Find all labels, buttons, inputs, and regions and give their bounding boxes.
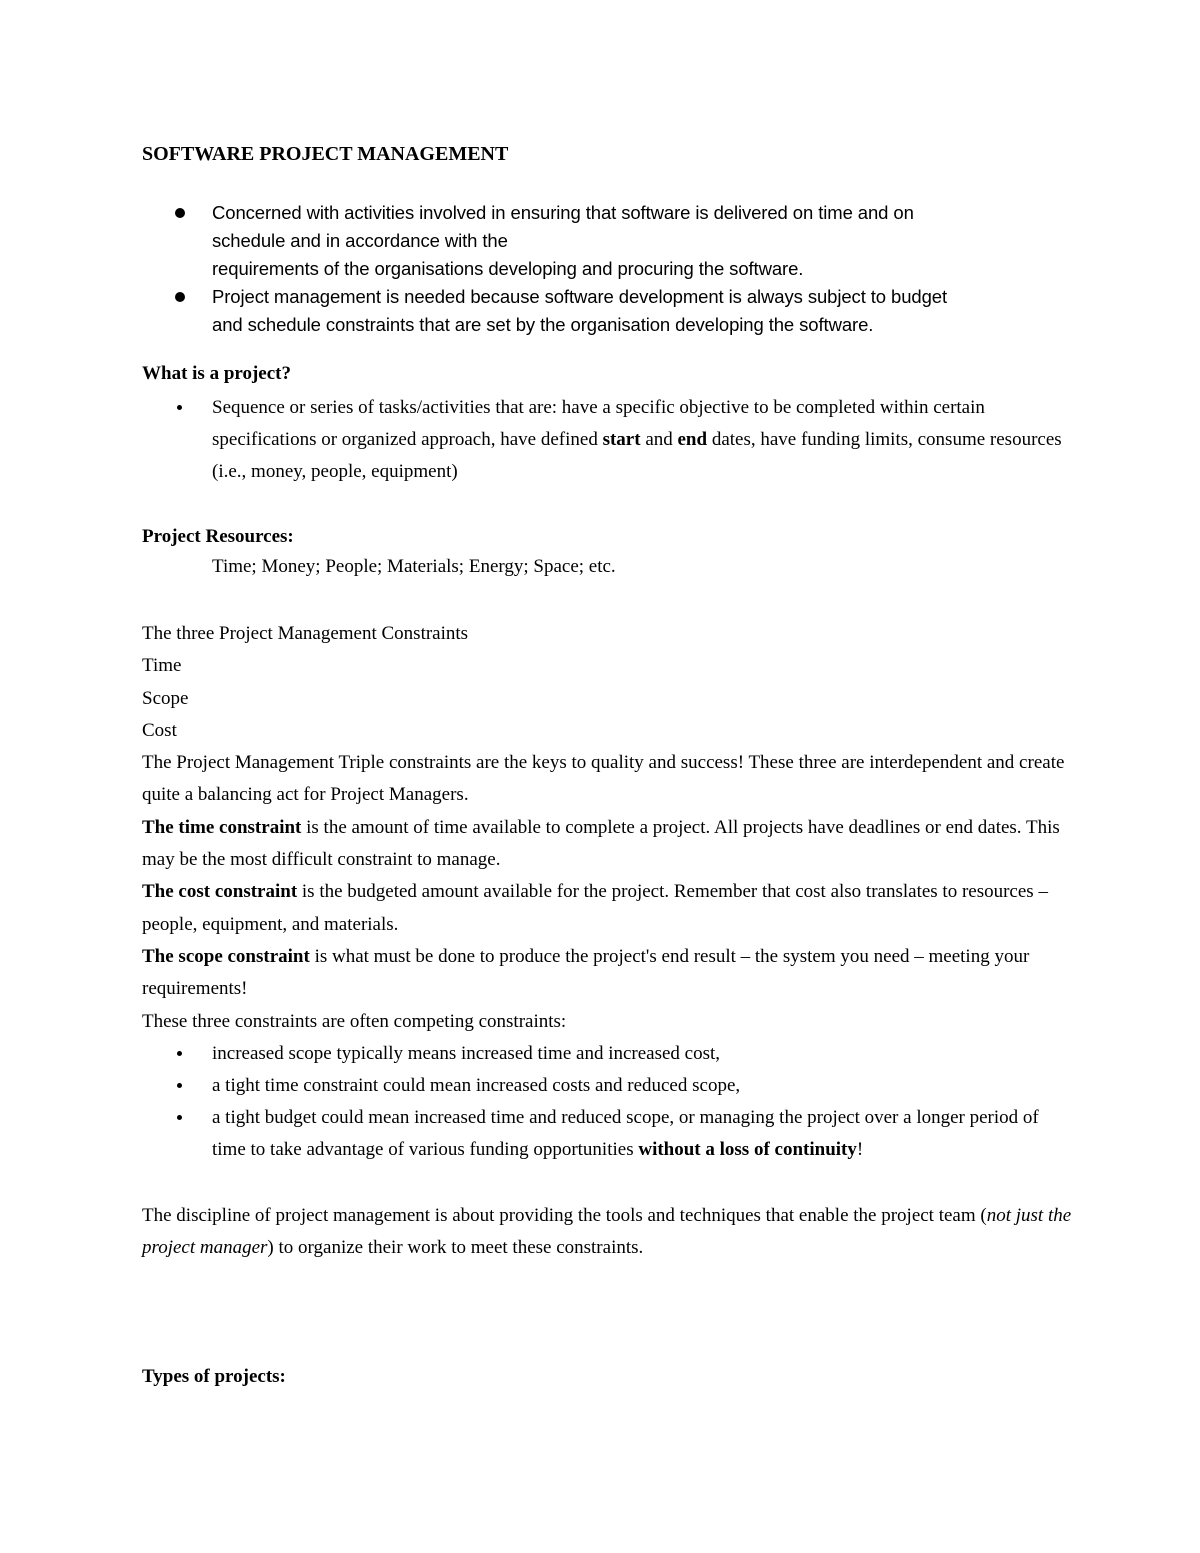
- competing-text: a tight budget could mean increased time and reduced scope, or managing the project over a longer period of time to take advantage of various funding opportunities: [212, 1107, 1039, 1160]
- bullet-icon: [175, 208, 185, 218]
- cost-constraint-paragraph: [142, 876, 1072, 941]
- constraint-item: Scope: [142, 687, 189, 709]
- bullet-line: Concerned with activities involved in ensuring that software is delivered on time and on: [212, 202, 914, 223]
- bullet-icon: [177, 1115, 182, 1120]
- bullet-icon: [177, 405, 182, 410]
- list-item: [142, 392, 1062, 488]
- constraints-intro: The three Project Management Constraints: [142, 623, 469, 644]
- list-item: [142, 283, 1062, 339]
- competing-list: [142, 1038, 1062, 1166]
- continuity-bold: without a loss of continuity: [638, 1139, 857, 1160]
- intro-bullet-list: [142, 199, 1062, 339]
- types-heading: Types of projects:: [142, 1366, 286, 1387]
- time-constraint-label: The time constraint: [142, 816, 302, 838]
- cost-constraint-label: The cost constraint: [142, 881, 298, 903]
- what-is-text: dates, have funding limits, consume resources (i.e., money, people, equipment): [212, 429, 1062, 482]
- constraint-item: Cost: [142, 719, 177, 741]
- bullet-icon: [177, 1051, 182, 1056]
- what-is-list: [142, 392, 1062, 488]
- constraint-item: Time: [142, 655, 182, 677]
- competing-intro: These three constraints are often competing constraints:: [142, 1010, 567, 1032]
- bullet-line: requirements of the organisations developing and procuring the software.: [212, 258, 804, 279]
- bullet-line: schedule and in accordance with the: [212, 230, 508, 251]
- list-item: [142, 1070, 1062, 1102]
- cost-constraint-text: is the budgeted amount available for the project. Remember that cost also translates to resources – people, equipment, and materials.: [142, 881, 1048, 935]
- bullet-icon: [175, 292, 185, 302]
- scope-constraint-paragraph: [142, 941, 1072, 1006]
- competing-text: a tight time constraint could mean increased costs and reduced scope,: [212, 1075, 741, 1096]
- scope-constraint-text: is what must be done to produce the project's end result – the system you need – meeting your requirements!: [142, 945, 1030, 1000]
- bullet-icon: [177, 1083, 182, 1088]
- discipline-text: The discipline of project management is about providing the tools and techniques that enable the project team (: [142, 1205, 987, 1226]
- resources-heading: Project Resources:: [142, 526, 294, 547]
- what-is-heading: What is a project?: [142, 363, 291, 384]
- what-is-text: and: [640, 429, 678, 450]
- list-item: [142, 199, 1062, 283]
- time-constraint-paragraph: [142, 812, 1072, 877]
- list-item: [142, 1102, 1062, 1166]
- bullet-line: Project management is needed because software development is always subject to budget: [212, 286, 948, 307]
- discipline-text: ) to organize their work to meet these constraints.: [267, 1237, 644, 1258]
- page-title: SOFTWARE PROJECT MANAGEMENT: [142, 143, 509, 165]
- discipline-italic: not just the project manager: [142, 1205, 1072, 1258]
- scope-constraint-label: The scope constraint: [142, 945, 310, 967]
- discipline-paragraph: [142, 1200, 1072, 1264]
- competing-text-end: !: [856, 1139, 864, 1160]
- time-constraint-text: is the amount of time available to complete a project. All projects have deadlines or end dates. This may be the most difficult constraint to manage.: [142, 816, 1060, 871]
- constraints-section: [142, 618, 1072, 1038]
- triple-constraints-text: The Project Management Triple constraints are the keys to quality and success! These three are interdependent and create quite a balancing act for Project Managers.: [142, 752, 1065, 806]
- list-item: [142, 1038, 1062, 1070]
- bullet-line: and schedule constraints that are set by the organisation developing the software.: [212, 314, 874, 335]
- resources-text: Time; Money; People; Materials; Energy; Space; etc.: [212, 556, 616, 577]
- what-is-text: Sequence or series of tasks/activities that are: have a specific objective to be completed within certain specifications or organized approach, have defined: [212, 397, 985, 450]
- competing-text: increased scope typically means increased time and increased cost,: [212, 1043, 721, 1064]
- start-bold: start: [602, 429, 641, 450]
- end-bold: end: [677, 429, 708, 450]
